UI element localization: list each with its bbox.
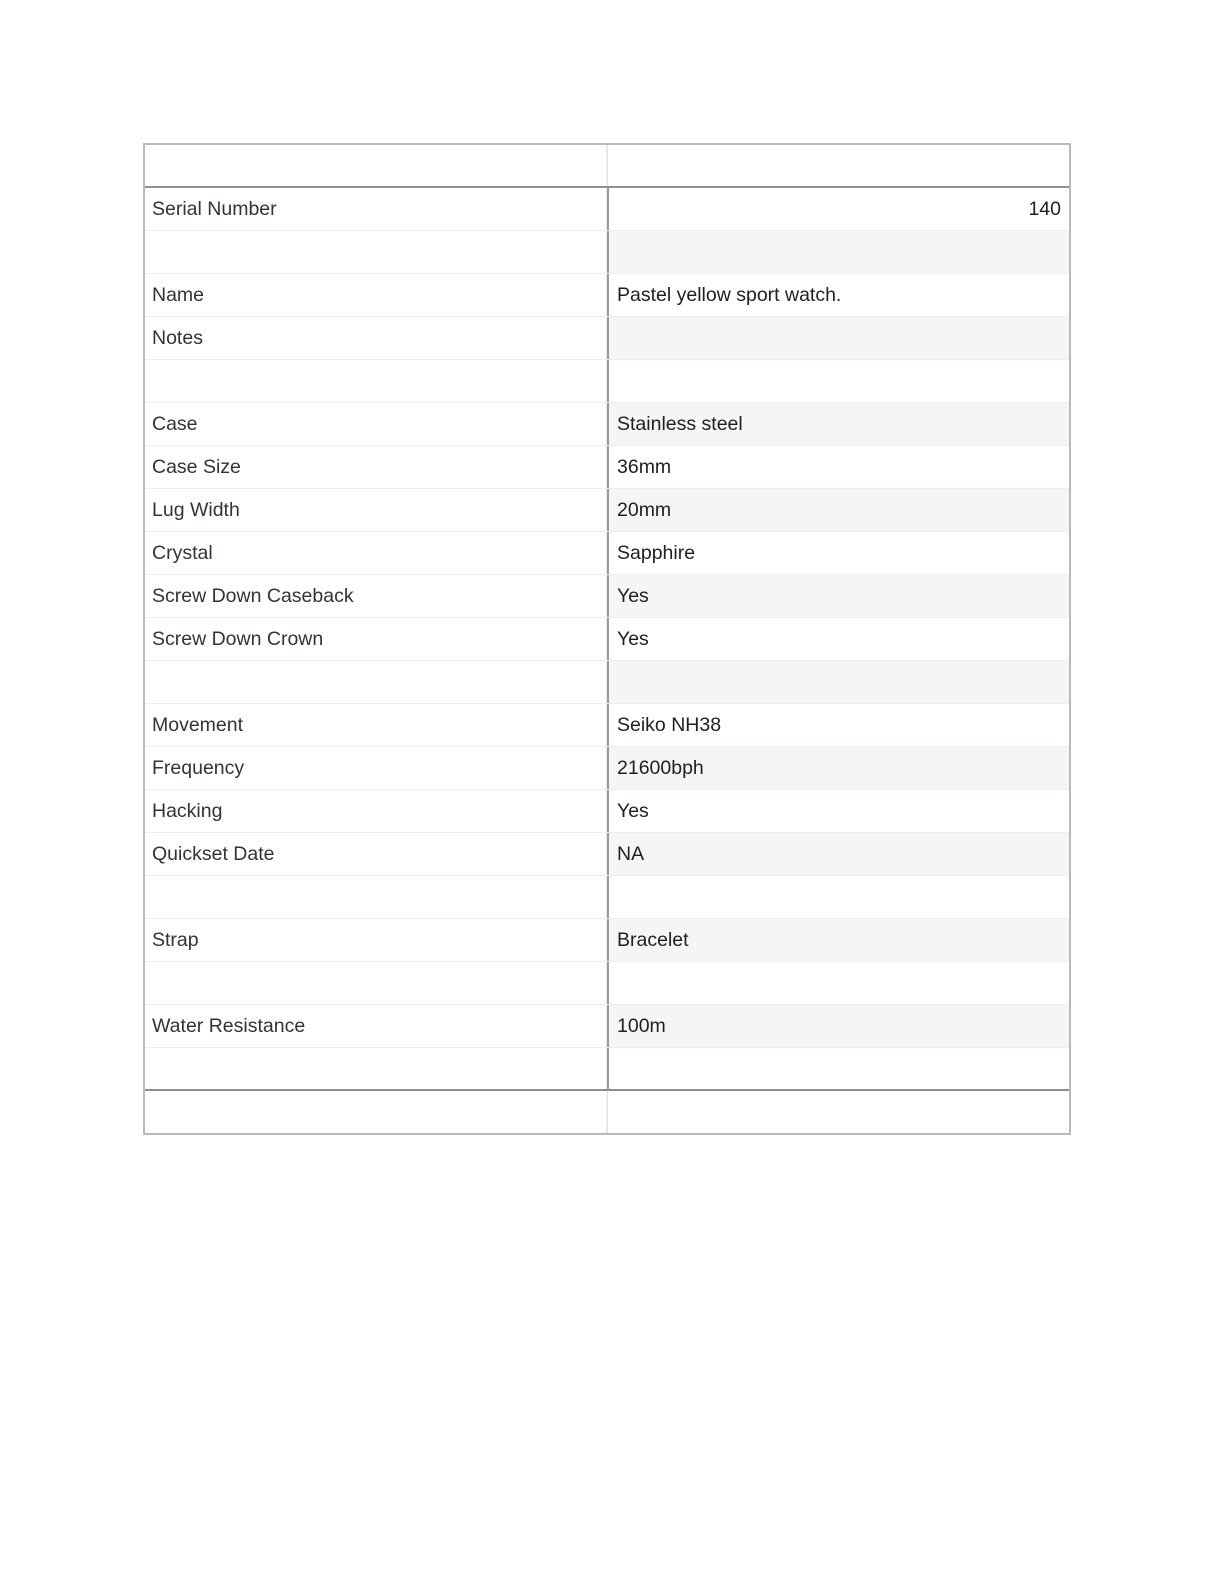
row-value — [607, 360, 1069, 402]
table-row — [145, 661, 1069, 704]
row-value: 140 — [607, 188, 1069, 230]
row-label: Water Resistance — [145, 1005, 607, 1047]
row-label: Quickset Date — [145, 833, 607, 875]
row-value: Seiko NH38 — [607, 704, 1069, 746]
table-row — [145, 704, 1069, 747]
row-value: Sapphire — [607, 532, 1069, 574]
table-row — [145, 231, 1069, 274]
row-value: Stainless steel — [607, 403, 1069, 445]
footer-cell-value — [607, 1091, 1069, 1133]
row-value — [607, 231, 1069, 273]
table-row — [145, 790, 1069, 833]
row-label: Crystal — [145, 532, 607, 574]
row-label: Screw Down Crown — [145, 618, 607, 660]
row-value — [607, 1048, 1069, 1089]
row-value: NA — [607, 833, 1069, 875]
row-value: 21600bph — [607, 747, 1069, 789]
row-value — [607, 661, 1069, 703]
table-row — [145, 876, 1069, 919]
row-label — [145, 876, 607, 918]
table-row — [145, 833, 1069, 876]
row-label: Movement — [145, 704, 607, 746]
row-label: Frequency — [145, 747, 607, 789]
row-value: Yes — [607, 790, 1069, 832]
table-row — [145, 489, 1069, 532]
row-label: Case Size — [145, 446, 607, 488]
table-row — [145, 575, 1069, 618]
row-value: 20mm — [607, 489, 1069, 531]
row-value: Bracelet — [607, 919, 1069, 961]
row-value: Yes — [607, 618, 1069, 660]
row-label: Notes — [145, 317, 607, 359]
row-label: Lug Width — [145, 489, 607, 531]
table-body — [145, 188, 1069, 1091]
table-row — [145, 962, 1069, 1005]
row-value: 100m — [607, 1005, 1069, 1047]
row-value — [607, 962, 1069, 1004]
table-row — [145, 532, 1069, 575]
header-cell-label — [145, 145, 607, 186]
table-row — [145, 317, 1069, 360]
table-row — [145, 747, 1069, 790]
row-label: Name — [145, 274, 607, 316]
row-label — [145, 1048, 607, 1089]
row-value: Pastel yellow sport watch. — [607, 274, 1069, 316]
row-label — [145, 360, 607, 402]
row-label — [145, 231, 607, 273]
table-footer-row — [145, 1091, 1069, 1133]
row-value — [607, 317, 1069, 359]
row-value: Yes — [607, 575, 1069, 617]
row-label — [145, 661, 607, 703]
table-row — [145, 274, 1069, 317]
table-header-row — [145, 145, 1069, 188]
row-label: Screw Down Caseback — [145, 575, 607, 617]
watch-spec-table — [143, 143, 1071, 1135]
table-row — [145, 1048, 1069, 1091]
row-label: Serial Number — [145, 188, 607, 230]
row-label: Strap — [145, 919, 607, 961]
row-value — [607, 876, 1069, 918]
row-label — [145, 962, 607, 1004]
row-label: Case — [145, 403, 607, 445]
table-row — [145, 919, 1069, 962]
row-label: Hacking — [145, 790, 607, 832]
table-row — [145, 403, 1069, 446]
header-cell-value — [607, 145, 1069, 186]
footer-cell-label — [145, 1091, 607, 1133]
table-row — [145, 618, 1069, 661]
table-row — [145, 188, 1069, 231]
table-row — [145, 446, 1069, 489]
table-row — [145, 360, 1069, 403]
table-row — [145, 1005, 1069, 1048]
row-value: 36mm — [607, 446, 1069, 488]
